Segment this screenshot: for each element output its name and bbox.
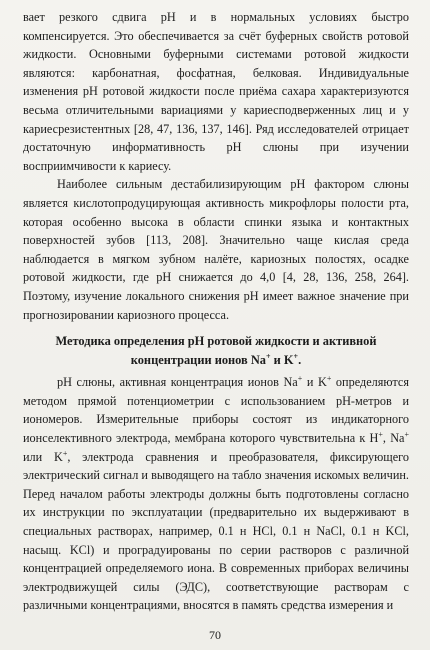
heading-line-2-part-1: концентрации ионов Na: [130, 352, 266, 367]
heading-line-2-part-3: .: [298, 352, 302, 367]
paragraph-2: Наиболее сильным дестабилизирующим pH фактором слюны является кислотопродуцирующая активность микрофлоры полости рта, которая особенно высока в области спинки языка и контактных поверхностей зубов [113, 208]. Значительно чаще кислая среда наблюдается в мягком зубном налёте, кариозных полостях, осадке ротовой жидкости, где pH снижается до 4,0 [4, 28, 136, 258, 264]. Поэтому, изучение локального снижения pH имеет важное значение при прогнозировании кариозного процесса.: [23, 177, 409, 322]
heading-line-2-part-2: и K: [270, 352, 294, 367]
paragraph-3-text-5: или K: [23, 449, 63, 464]
superscript-plus: +: [378, 429, 383, 439]
paragraph-3-text-6: , электрода сравнения и преобразователя, фиксирующего электрический сигнал и выводящего на табло значения искомых величин. Перед началом работы электроды должны быть подготовлены согласно их инструкции по эксплуатации (предварительно их выдерживают в специальных растворах, например, 0.1 н HCl, 0.1 н NaCl, 0.1 н KCl, насыщ. KCl) и проградуированы по серии растворов с различной концентрацией определяемого иона. В современных приборах величины электродвижущей силы (ЭДС), соответствующие растворам с различными концентрациями, вносятся в память средства измерения и: [23, 449, 410, 613]
paragraph-3-text-1: pH слюны, активная концентрация ионов Na: [57, 375, 298, 390]
paragraph-3-text-2: и K: [302, 375, 327, 390]
spacer: [23, 324, 409, 332]
page-number: 70: [209, 628, 221, 642]
superscript-plus: +: [404, 429, 409, 439]
heading-line-1: Методика определения pH ротовой жидкости и активной: [55, 334, 377, 349]
paragraph-3-text-4: , Na: [382, 431, 405, 446]
superscript-plus: +: [326, 374, 332, 384]
superscript-plus: +: [293, 351, 299, 361]
paragraph-1: вает резкого сдвига pH и в нормальных условиях быстро компенсируется. Это обеспечивается за счёт буферных свойств ротовой жидкости. Основными буферными системами ротовой жидкости являются: карбонатная, фосфатная, белковая. Индивидуальные изменения pH ротовой жидкости после приёма сахара характеризуются весьма отличительными вариациями у кариесподверженных лиц и у кариесрезистентных [28, 47, 136, 137, 146]. Ряд исследователей отрицает достаточную информативность pH слюны при изучении восприимчивости к кариесу.: [23, 10, 409, 173]
superscript-plus: +: [62, 448, 68, 458]
superscript-plus: +: [266, 351, 271, 361]
paragraph-3-text-3: определяются методом прямой потенциометрии с использованием pH-метров и иономеров. Измерительные приборы состоят из индикаторного ионселективного электрода, мембрана которого чувствительна к H: [23, 375, 409, 446]
superscript-plus: +: [297, 374, 303, 384]
paragraph-3: [23, 373, 409, 615]
section-heading: [23, 332, 409, 369]
